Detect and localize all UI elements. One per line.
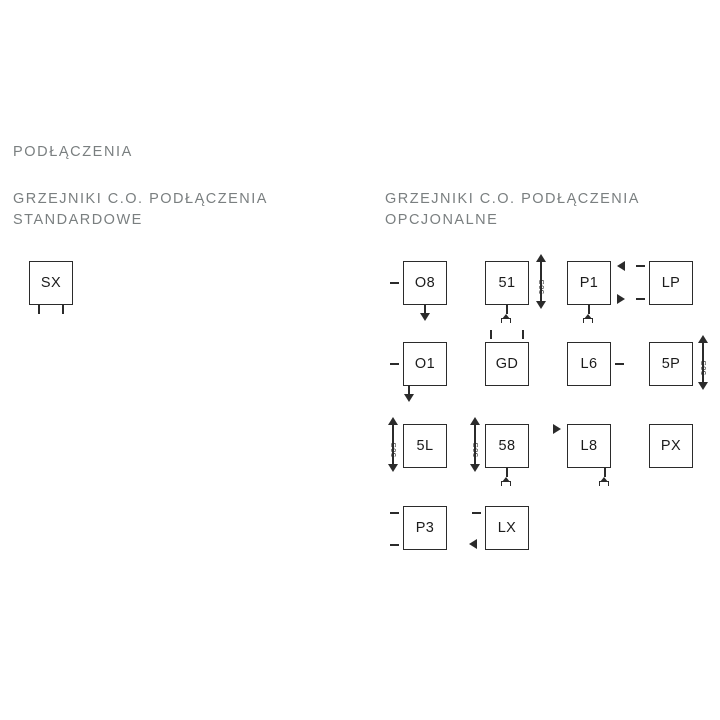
- symbol-label: SX: [40, 275, 62, 291]
- arrow-down-icon: [698, 382, 708, 390]
- arrow-down-icon: [420, 313, 430, 321]
- arrow-up-icon: [698, 335, 708, 343]
- arrow-up-icon: [388, 417, 398, 425]
- symbol-label: L6: [580, 356, 598, 372]
- pipe-stub-lower-left: [636, 298, 645, 300]
- arrow-up-icon: [470, 417, 480, 425]
- symbol-5p[interactable]: [649, 342, 708, 386]
- symbol-label: 51: [498, 275, 516, 291]
- valve-icon: [599, 477, 609, 486]
- pipe-stub-bottom-left: [38, 305, 40, 314]
- column-heading-standard: GRZEJNIKI C.O. PODŁĄCZENIA STANDARDOWE: [13, 191, 268, 228]
- pipe-stub-lower-left: [390, 544, 399, 546]
- arrow-down-icon: [470, 464, 480, 472]
- pipe-stub-bottom: [506, 305, 508, 314]
- symbol-l8[interactable]: [567, 424, 611, 468]
- symbol-label: L8: [580, 438, 598, 454]
- symbol-o1[interactable]: [403, 342, 447, 386]
- pipe-stub-right: [615, 363, 624, 365]
- arrow-right-icon: [553, 424, 561, 434]
- symbol-label: 5L: [416, 438, 434, 454]
- valve-icon: [501, 314, 511, 323]
- symbol-gd[interactable]: [485, 342, 529, 386]
- pipe-stub-left: [390, 363, 399, 365]
- dimension-note: 50S: [389, 442, 398, 457]
- symbol-label: 5P: [661, 356, 681, 372]
- pipe-stub-upper-left: [472, 512, 481, 514]
- arrow-down-icon: [536, 301, 546, 309]
- symbol-label: O1: [414, 356, 436, 372]
- pipe-stub-bottom: [506, 468, 508, 477]
- symbol-p1[interactable]: [567, 261, 611, 305]
- symbol-label: P1: [579, 275, 599, 291]
- symbol-5l[interactable]: [389, 424, 447, 468]
- symbol-label: GD: [495, 356, 519, 372]
- pipe-stub-upper-left: [390, 512, 399, 514]
- symbol-o8[interactable]: [403, 261, 447, 305]
- arrow-left-icon: [469, 539, 477, 549]
- pipe-stub-bottom: [588, 305, 590, 314]
- pipe-stub-top-right: [522, 330, 524, 339]
- symbol-p3[interactable]: [403, 506, 447, 550]
- symbol-label: P3: [415, 520, 435, 536]
- arrow-right-icon: [617, 294, 625, 304]
- dimension-note: 50S: [699, 360, 708, 375]
- symbol-label: PX: [660, 438, 682, 454]
- pipe-stub-upper-left: [636, 265, 645, 267]
- pipe-stub-bottom-right: [62, 305, 64, 314]
- symbol-label: LX: [497, 520, 517, 536]
- dimension-note: 50S: [537, 279, 546, 294]
- column-heading-optional: GRZEJNIKI C.O. PODŁĄCZENIA OPCJONALNE: [385, 191, 640, 228]
- symbol-label: O8: [414, 275, 436, 291]
- arrow-left-icon: [617, 261, 625, 271]
- dimension-note: 50S: [471, 442, 480, 457]
- valve-icon: [583, 314, 593, 323]
- pipe-stub-bottom-right: [604, 468, 606, 477]
- symbol-label: 58: [498, 438, 516, 454]
- symbol-lx[interactable]: [485, 506, 529, 550]
- symbol-px[interactable]: [649, 424, 693, 468]
- arrow-up-icon: [536, 254, 546, 262]
- symbol-l6[interactable]: [567, 342, 611, 386]
- symbol-sx[interactable]: [29, 261, 73, 305]
- symbol-lp[interactable]: [649, 261, 693, 305]
- symbol-label: LP: [661, 275, 681, 291]
- arrow-down-icon: [388, 464, 398, 472]
- page-title: PODŁĄCZENIA: [13, 144, 133, 160]
- symbol-51[interactable]: [485, 261, 546, 305]
- arrow-down-icon: [404, 394, 414, 402]
- symbol-58[interactable]: [471, 424, 529, 468]
- pipe-stub-top-left: [490, 330, 492, 339]
- pipe-stub-left: [390, 282, 399, 284]
- valve-icon: [501, 477, 511, 486]
